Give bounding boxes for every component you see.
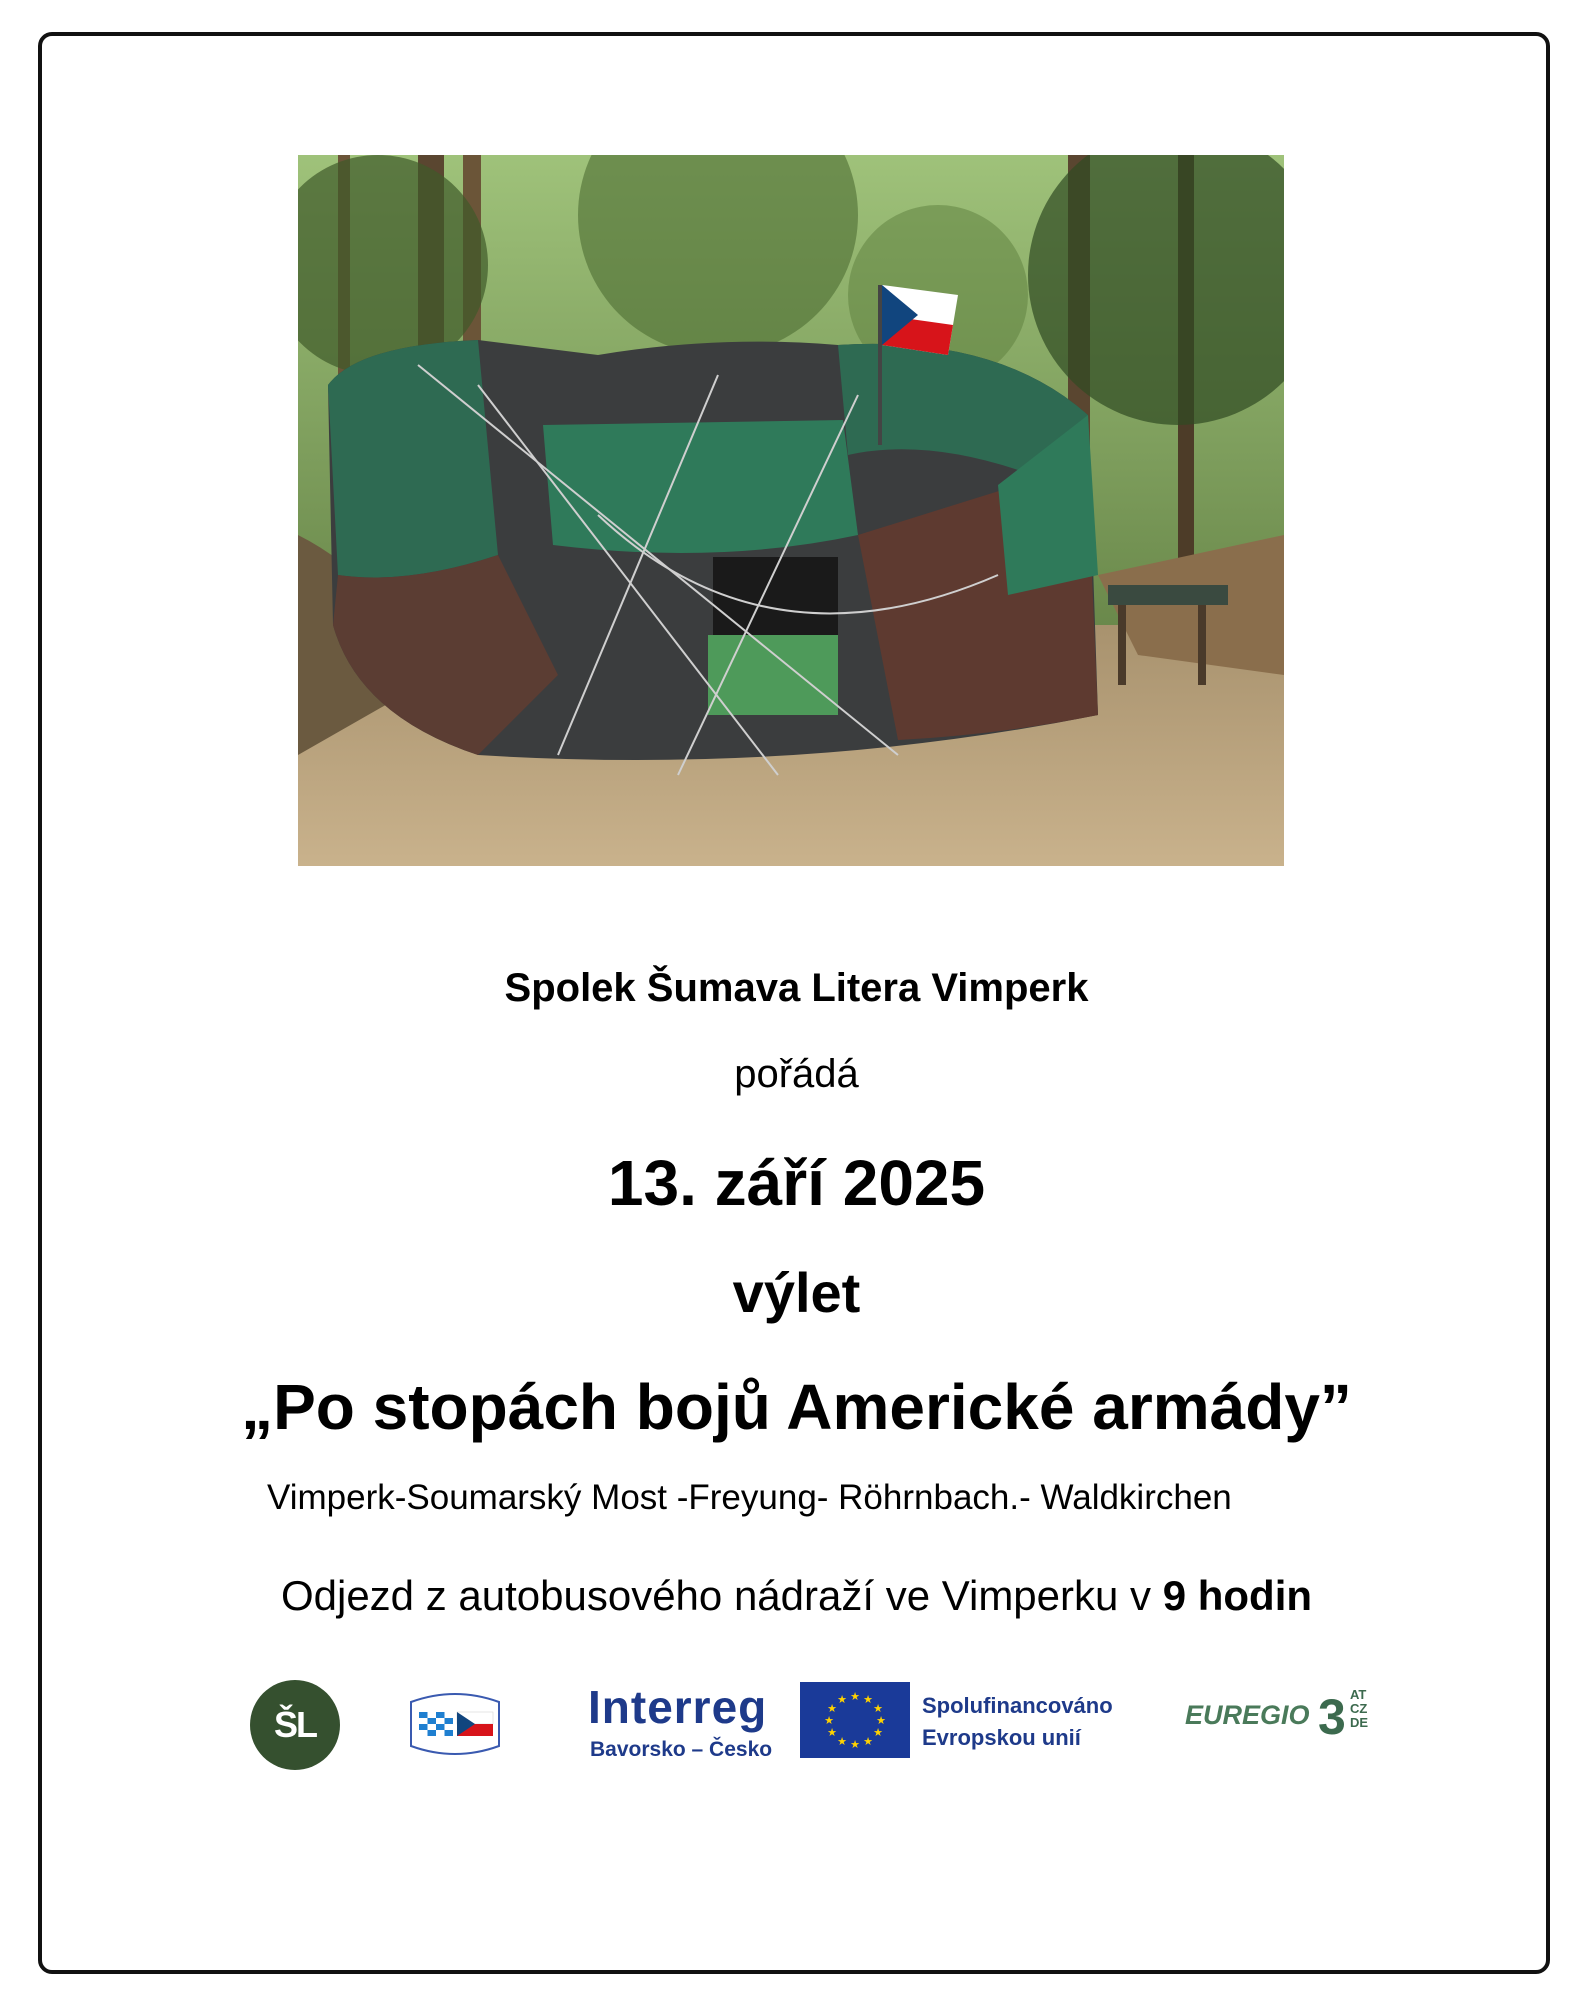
svg-text:★: ★ [827,1726,837,1739]
eu-text-line1: Spolufinancováno [922,1693,1113,1718]
route-description: Vimperk-Soumarský Most -Freyung- Röhrnbach.- Waldkirchen [267,1478,1232,1517]
eu-flag-icon [800,1682,910,1758]
euregio-code-cz: CZ [1350,1701,1368,1716]
sponsor-logos [0,1680,1593,1770]
svg-text:★: ★ [863,1693,873,1706]
euregio-code-at: AT [1350,1687,1367,1702]
svg-text:★: ★ [873,1702,883,1715]
event-date: 13. září 2025 [607,1147,986,1219]
bavaria-czech-flags-logo [405,1692,505,1756]
svg-text:★: ★ [876,1714,886,1727]
svg-text:★: ★ [837,1735,847,1748]
svg-text:★: ★ [824,1714,834,1727]
interreg-logo [588,1680,788,1770]
svg-text:★: ★ [873,1726,883,1739]
svg-text:★: ★ [827,1702,837,1715]
svg-text:★: ★ [850,1690,860,1703]
organizer-verb: pořádá [734,1052,859,1096]
event-title: „Po stopách bojů Americké armády” [241,1371,1352,1443]
bunker-photo [298,155,1284,866]
flags-icon [405,1692,505,1756]
euregio-number: 3 [1318,1689,1346,1745]
departure-text: Odjezd z autobusového nádraží ve Vimperku v [280,1572,1163,1619]
euregio-code-de: DE [1350,1715,1369,1730]
departure-time: 9 hodin [1162,1572,1313,1619]
eu-cofinanced-text [922,1690,1152,1754]
svg-text:★: ★ [863,1735,873,1748]
euregio-country-codes [1350,1688,1368,1730]
departure-info [0,1572,1593,1620]
svg-text:★: ★ [837,1693,847,1706]
organizer-name: Spolek Šumava Litera Vimperk [504,966,1089,1010]
interreg-subtitle: Bavorsko – Česko [590,1738,773,1761]
sumava-litera-logo: ŠL [250,1680,340,1770]
svg-text:★: ★ [850,1738,860,1751]
event-type: výlet [732,1261,861,1324]
bunker-photo-image [298,155,1284,866]
interreg-word: Interreg [588,1681,768,1733]
euregio-word: EUREGIO [1185,1700,1310,1730]
eu-text-line2: Evropskou unií [922,1725,1081,1750]
